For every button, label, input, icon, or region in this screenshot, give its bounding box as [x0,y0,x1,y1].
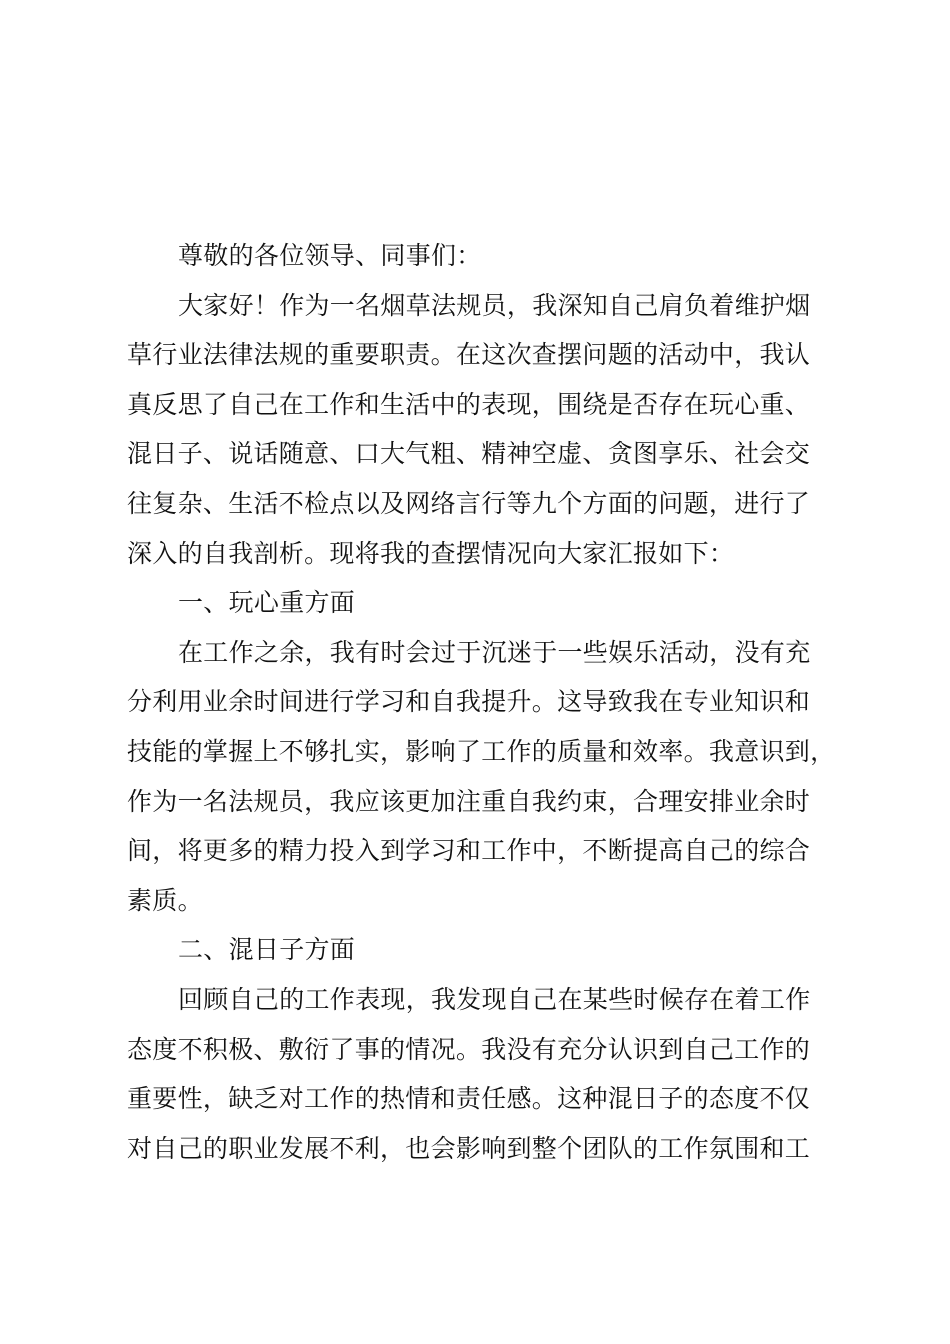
text-line: 重要性，缺乏对工作的热情和责任感。这种混日子的态度不仅 [127,1084,811,1114]
document-body [127,231,837,1173]
text-line: 大家好！作为一名烟草法规员，我深知自己肩负着维护烟 [178,290,811,320]
text-line: 对自己的职业发展不利，也会影响到整个团队的工作氛围和工 [127,1133,811,1163]
text-line: 回顾自己的工作表现，我发现自己在某些时候存在着工作 [178,984,811,1014]
text-line: 深入的自我剖析。现将我的查摆情况向大家汇报如下： [127,538,735,568]
text-line: 真反思了自己在工作和生活中的表现，围绕是否存在玩心重、 [127,389,811,419]
text-line: 一、玩心重方面 [178,588,356,618]
text-line: 草行业法律法规的重要职责。在这次查摆问题的活动中，我认 [127,340,811,370]
text-line: 混日子、说话随意、口大气粗、精神空虚、贪图享乐、社会交 [127,439,811,469]
text-line: 二、混日子方面 [178,935,356,965]
text-line: 分利用业余时间进行学习和自我提升。这导致我在专业知识和 [127,687,811,717]
text-line: 尊敬的各位领导、同事们： [178,241,482,270]
text-line: 在工作之余，我有时会过于沉迷于一些娱乐活动，没有充 [178,637,811,667]
text-line: 态度不积极、敷衍了事的情况。我没有充分认识到自己工作的 [127,1034,811,1064]
text-line: 技能的掌握上不够扎实，影响了工作的质量和效率。我意识到， [127,736,836,766]
text-line: 作为一名法规员，我应该更加注重自我约束，合理安排业余时 [127,786,811,816]
text-line: 往复杂、生活不检点以及网络言行等九个方面的问题，进行了 [127,488,811,518]
text-line: 间，将更多的精力投入到学习和工作中，不断提高自己的综合 [127,836,811,866]
text-line: 素质。 [127,885,203,915]
